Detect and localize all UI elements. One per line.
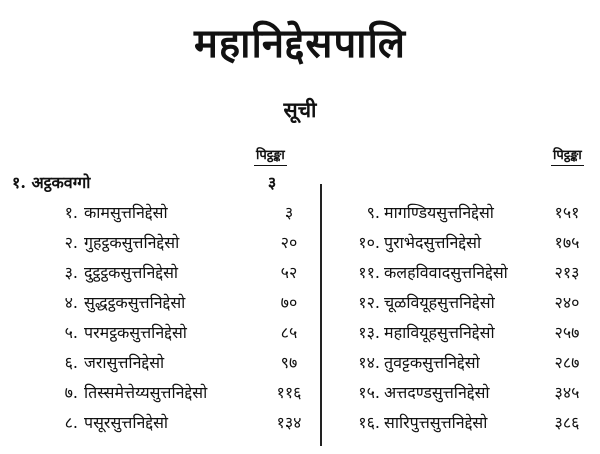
entry-page: ८५ (280, 323, 298, 342)
entry-number: ९. (366, 203, 380, 222)
index-entry (40, 291, 315, 321)
entry-page: ५२ (280, 263, 298, 282)
entry-page: १५१ (554, 203, 580, 222)
page-title: महानिद्देसपालि (193, 20, 407, 67)
entry-title: जरासुत्तनिद्देसो (84, 353, 165, 372)
index-entry (330, 381, 592, 411)
index-entry (40, 351, 315, 381)
entry-title: परमट्ठकसुत्तनिद्देसो (84, 323, 187, 342)
vagga-heading (12, 171, 312, 193)
index-entry (330, 201, 592, 231)
entry-page: २८७ (554, 353, 580, 372)
entry-page: २१३ (554, 263, 580, 282)
entry-number: १३. (358, 323, 380, 342)
index-entry (40, 381, 315, 411)
column-divider (320, 184, 322, 446)
entry-title: महावियूहसुत्तनिद्देसो (384, 323, 495, 342)
index-entry (40, 201, 315, 231)
entry-number: २. (64, 233, 78, 252)
entry-title: गुहट्ठकसुत्तनिद्देसो (84, 233, 180, 252)
index-entry (330, 231, 592, 261)
vagga-page: ३ (267, 173, 277, 192)
vagga-label: १. अट्ठकवग्गो (12, 173, 91, 192)
entry-number: ५. (64, 323, 78, 342)
page-number-header-right: पिट्ठङ्का (551, 148, 584, 166)
entry-title: चूळवियूहसुत्तनिद्देसो (384, 293, 495, 312)
left-column (40, 201, 315, 441)
entry-title: सुद्धट्ठकसुत्तनिद्देसो (84, 293, 186, 312)
entry-number: १५. (358, 383, 380, 402)
entry-page: ३८६ (554, 413, 580, 432)
entry-title: तुवट्टकसुत्तनिद्देसो (384, 353, 480, 372)
entry-number: ३. (64, 263, 78, 282)
entry-page: ३४५ (554, 383, 580, 402)
entry-number: १६. (358, 413, 380, 432)
page-subtitle: सूची (283, 97, 317, 122)
index-entry (40, 411, 315, 441)
entry-page: ३ (284, 203, 294, 222)
index-entry (330, 261, 592, 291)
index-entry (40, 231, 315, 261)
index-entry (330, 351, 592, 381)
right-column (330, 201, 592, 441)
entry-title: दुट्ठट्ठकसुत्तनिद्देसो (84, 263, 179, 282)
entry-page: ११६ (276, 383, 302, 402)
entry-number: ४. (64, 293, 78, 312)
index-entry (330, 411, 592, 441)
page-number-header-left: पिट्ठङ्का (254, 148, 287, 166)
entry-number: ८. (64, 413, 78, 432)
entry-title: सारिपुत्तसुत्तनिद्देसो (384, 413, 488, 432)
entry-number: ७. (64, 383, 78, 402)
entry-title: कामसुत्तनिद्देसो (84, 203, 168, 222)
entry-number: १४. (358, 353, 380, 372)
entry-title: तिस्समेत्तेय्यसुत्तनिद्देसो (84, 383, 208, 402)
entry-number: ११. (358, 263, 380, 282)
index-entry (330, 291, 592, 321)
entry-title: मागण्डियसुत्तनिद्देसो (384, 203, 494, 222)
entry-page: १७५ (554, 233, 580, 252)
index-entry (40, 321, 315, 351)
entry-page: १३४ (276, 413, 302, 432)
entry-number: १२. (358, 293, 380, 312)
entry-title: कलहविवादसुत्तनिद्देसो (384, 263, 508, 282)
entry-page: २४० (554, 293, 580, 312)
entry-title: अत्तदण्डसुत्तनिद्देसो (384, 383, 490, 402)
index-entry (40, 261, 315, 291)
entry-page: २५७ (554, 323, 580, 342)
entry-number: १. (64, 203, 78, 222)
entry-title: पुराभेदसुत्तनिद्देसो (384, 233, 482, 252)
entry-number: १०. (358, 233, 380, 252)
index-entry (330, 321, 592, 351)
entry-page: २० (280, 233, 298, 252)
entry-title: पसूरसुत्तनिद्देसो (84, 413, 169, 432)
entry-number: ६. (64, 353, 78, 372)
entry-page: ९७ (280, 353, 298, 372)
entry-page: ७० (280, 293, 298, 312)
